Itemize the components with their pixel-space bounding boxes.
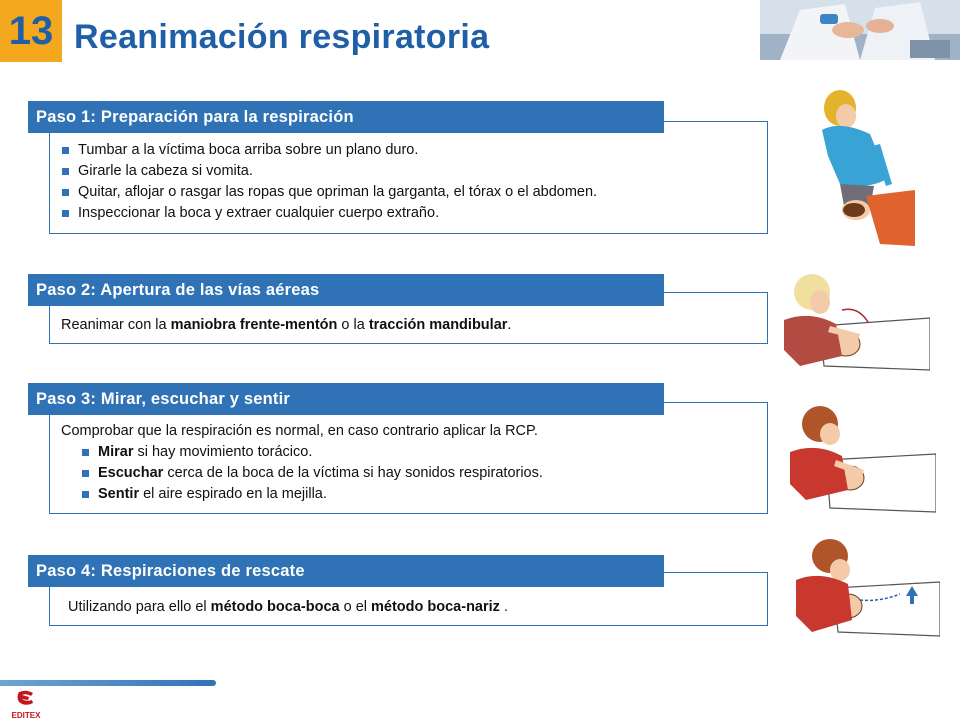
step-4-header: Paso 4: Respiraciones de rescate	[28, 555, 664, 587]
step-2-text-part: Reanimar con la	[61, 317, 171, 333]
step-1-bullet: Quitar, aflojar o rasgar las ropas que opriman la garganta, el tórax o el abdomen.	[54, 182, 767, 203]
step-2-header: Paso 2: Apertura de las vías aéreas	[28, 274, 664, 306]
step-2-emphasis: maniobra frente-mentón	[170, 317, 338, 333]
step-4-text-part: .	[499, 599, 508, 615]
step-3-bullet-text: el aire espirado en la mejilla.	[139, 486, 327, 502]
step-4-text-part: Utilizando para ello el	[68, 599, 211, 615]
step-3-bullet-keyword: Sentir	[98, 486, 140, 502]
step-3-bullet	[74, 442, 767, 463]
step-3-bullet-keyword: Escuchar	[98, 465, 164, 481]
editex-logo-icon	[15, 690, 37, 706]
step-3-header: Paso 3: Mirar, escuchar y sentir	[28, 383, 664, 415]
step-4-text-part: o el	[339, 599, 372, 615]
page-title: Reanimación respiratoria	[74, 18, 490, 56]
step-1-bullet: Tumbar a la víctima boca arriba sobre un plano duro.	[54, 140, 767, 161]
step-4-emphasis: método boca-nariz	[371, 599, 500, 615]
step-1-box	[49, 121, 768, 234]
footer-bar	[0, 680, 216, 686]
step-3-bullet-keyword: Mirar	[98, 444, 134, 460]
step-4-illustration	[790, 536, 940, 641]
step-2-illustration	[780, 270, 930, 375]
step-1-header: Paso 1: Preparación para la respiración	[28, 101, 664, 133]
step-3-bullet-text: cerca de la boca de la víctima si hay sonidos respiratorios.	[163, 465, 543, 481]
header-photo	[760, 0, 960, 60]
step-3-box	[49, 402, 768, 514]
step-3-bullet-text: si hay movimiento torácico.	[133, 444, 313, 460]
step-1-bullet: Inspeccionar la boca y extraer cualquier cuerpo extraño.	[54, 203, 767, 224]
editex-logo-text: EDITEX	[11, 711, 41, 720]
editex-logo	[6, 690, 46, 718]
step-1-bullet: Girarle la cabeza si vomita.	[54, 161, 767, 182]
step-2-text-part: .	[507, 317, 512, 333]
chapter-number-badge: 13	[0, 0, 62, 62]
step-3-illustration	[786, 400, 936, 515]
step-3-intro: Comprobar que la respiración es normal, en caso contrario aplicar la RCP.	[61, 423, 538, 439]
step-3-bullet	[74, 484, 767, 505]
step-1-illustration	[800, 86, 920, 246]
step-3-bullet	[74, 463, 767, 484]
step-2-text-part: o la	[337, 317, 369, 333]
step-2-emphasis: tracción mandibular	[368, 317, 508, 333]
step-4-emphasis: método boca-boca	[210, 599, 340, 615]
